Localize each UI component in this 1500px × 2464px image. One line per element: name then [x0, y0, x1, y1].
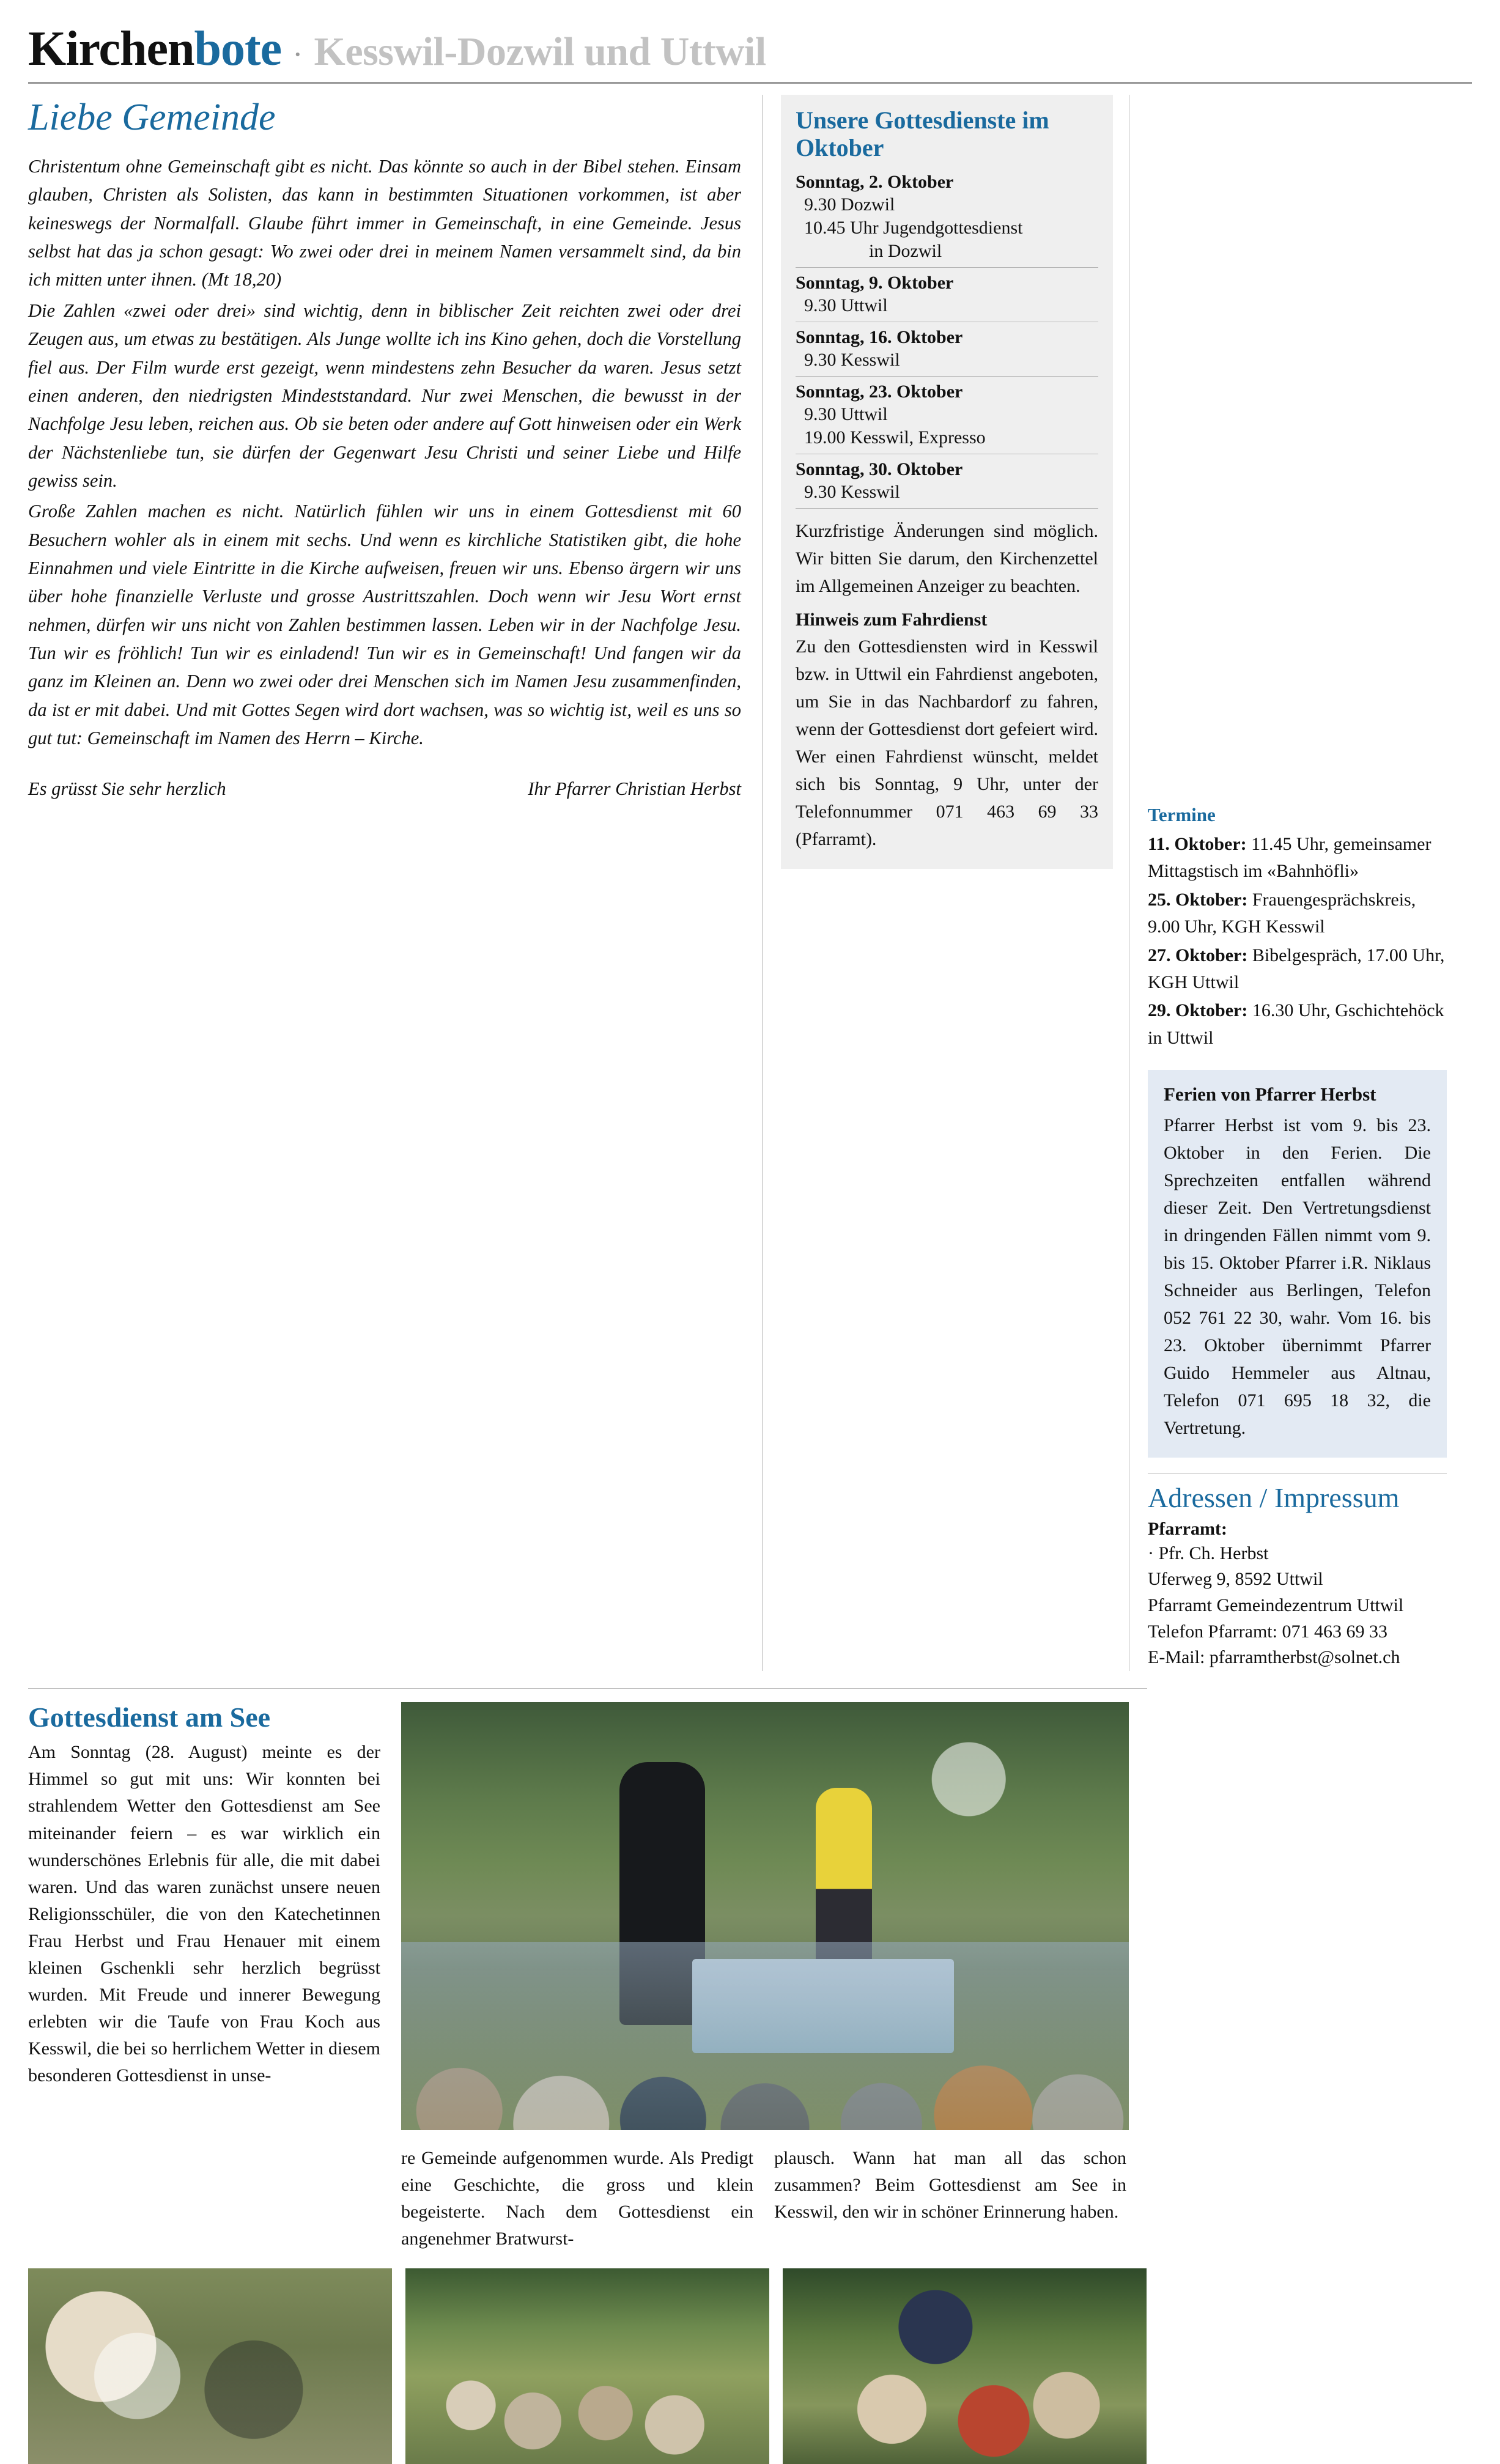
termine-section	[1148, 804, 1447, 1052]
editorial-paragraph: Die Zahlen «zwei oder drei» sind wichtig, denn in biblischer Zeit reichten zwei oder drei Zeugen aus, um etwas zu bestätigen. Als Junge wollte ich ins Kino gehen, doch die Vorstellung fiel aus. Der Film wurde erst gezeigt, wenn mindestens zehn Besucher da waren. Jesus setzt einen anderen, den niedrigsten Mindeststandard. Nur zwei Menschen, die bewusst in der Nachfolge Jesu leben, reichen aus. Ob sie beten oder andere auf Gott hinweisen oder ein Werk der Nächstenliebe tun, sie dürfen der Gegenwart Jesu Christi und seiner Liebe und Hilfe gewiss sein.	[28, 300, 741, 491]
impressum-line: · Pfr. Ch. Herbst	[1148, 1543, 1269, 1563]
service-item: 19.00 Kesswil, Expresso	[804, 427, 986, 448]
impressum-line: E-Mail: pfarramtherbst@solnet.ch	[1148, 1647, 1400, 1668]
service-group	[796, 379, 1098, 450]
masthead-separator: ·	[292, 37, 303, 72]
service-day: Sonntag, 2. Oktober	[796, 171, 954, 192]
ferien-text: Pfarrer Herbst ist vom 9. bis 23. Oktober in den Ferien. Die Sprechzeiten entfallen während dieser Zeit. Den Vertretungsdienst in dringenden Fällen nimmt vom 9. bis 15. Oktober Pfarrer i.R. Niklaus Schneider aus Berlingen, Telefon 052 761 22 30, wahr. Vom 16. bis 23. Oktober übernimmt Pfarrer Guido Hemmeler aus Altnau, Telefon 071 695 18 32, die Vertretung.	[1164, 1115, 1431, 1439]
photo-outdoor-tables	[405, 2268, 769, 2464]
impressum-line: Telefon Pfarramt: 071 463 69 33	[1148, 1621, 1387, 1642]
services-title: Unsere Gottesdienste im Oktober	[796, 106, 1049, 161]
termine-date: 11. Oktober:	[1148, 834, 1247, 854]
top-section	[28, 95, 1472, 1671]
termine-text: Bibelgespräch, 17.00 Uhr, KGH Uttwil	[1148, 945, 1445, 992]
editorial-paragraph: Christentum ohne Gemeinschaft gibt es nicht. Das könnte so auch in der Bibel stehen. Einsam glauben, Christen als Solisten, das kann in bestimmten Situationen vorkommen, ist aber keineswegs der Normalfall. Glaube führt immer in Gemeinschaft, in eine Gemeinde. Jesus selbst hat das ja schon gesagt: Wo zwei oder drei in meinem Namen versammelt sind, da bin ich mitten unter ihnen. (Mt 18,20)	[28, 156, 741, 290]
signoff-greeting: Es grüsst Sie sehr herzlich	[28, 778, 226, 799]
signoff-author: Ihr Pfarrer Christian Herbst	[528, 778, 741, 799]
masthead-subtitle: Kesswil-Dozwil und Uttwil	[314, 29, 766, 74]
divider	[796, 267, 1098, 268]
fahrdienst-title: Hinweis zum Fahrdienst	[796, 609, 988, 630]
editorial-paragraph: Große Zahlen machen es nicht. Natürlich fühlen wir uns in einem Gottesdienst mit 60 Besuchern wohler als in einem mit sechs. Und wenn es kirchliche Statistiken gibt, die hohe Einnahmen und viele Eintritte in die Kirche aufweisen, freuen wir uns. Ebenso ärgern wir uns über hohe finanzielle Verluste und grosse Austrittszahlen. Doch wenn wir Jesu Wort ernst nehmen, dürfen wir uns nicht von Zahlen bestimmen lassen. Leben wir in der Nachfolge Jesu. Tun wir es fröhlich! Tun wir es einladend! Tun wir es in Gemeinschaft! Und fangen wir da ganz im Kleinen an. Denn wo zwei oder drei Menschen sich im Namen Jesu zusammenfinden, da ist er mit dabei. Und mit Gottes Segen wird dort wachsen, was so wichtig ist, weil es uns so gut tut: Gemeinschaft im Namen des Herrn – Kirche.	[28, 501, 741, 749]
service-item: 9.30 Kesswil	[804, 349, 900, 370]
masthead	[28, 21, 1472, 84]
termine-text: Frauengesprächskreis, 9.00 Uhr, KGH Kesswil	[1148, 889, 1416, 937]
service-item: 9.30 Dozwil	[804, 194, 895, 215]
services-column	[762, 95, 1129, 1671]
divider	[796, 376, 1098, 377]
service-group	[796, 325, 1098, 372]
service-item: 9.30 Uttwil	[804, 295, 888, 315]
editorial-signature	[28, 778, 741, 800]
services-note: Kurzfristige Änderungen sind möglich. Wir bitten Sie darum, den Kirchenzettel im Allgemeinen Anzeiger zu beachten.	[796, 520, 1098, 596]
masthead-title-accent: bote	[194, 22, 282, 76]
ferien-title: Ferien von Pfarrer Herbst	[1164, 1083, 1376, 1105]
photo-gift-handout	[28, 2268, 392, 2464]
termine-entry	[1148, 887, 1447, 941]
impressum-subtitle: Pfarramt:	[1148, 1518, 1227, 1539]
story-paragraph-1: Am Sonntag (28. August) meinte es der Himmel so gut mit uns: Wir konnten bei strahlendem Wetter den Gottesdienst am See miteinander feiern – es war wirklich ein wunderschönes Erlebnis für alle, die mit dabei waren. Und das waren zunächst unsere neuen Religionsschüler, die von den Katechetinnen Frau Herbst und Frau Henauer mit einem kleinen Gschenkli sehr herzlich begrüsst wurden. Mit Freude und innerer Bewegung erlebten wir die Taufe von Frau Koch aus Kesswil, die bei so herrlichem Wetter in diesem besonderen Gottesdienst in unse-	[28, 1742, 380, 2086]
story-paragraph-2: re Gemeinde aufgenommen wurde. Als Predigt eine Geschichte, die gross und klein begeisterte. Nach dem Gottesdienst ein angenehmer Bratwurst-	[401, 2147, 753, 2249]
story-continuation	[28, 2145, 1147, 2252]
services-box	[781, 95, 1113, 869]
impressum-title: Adressen / Impressum	[1148, 1482, 1400, 1514]
service-day: Sonntag, 9. Oktober	[796, 272, 954, 293]
service-item: in Dozwil	[869, 240, 942, 261]
masthead-title-primary: Kirchen	[28, 22, 194, 76]
editorial-body	[28, 152, 741, 753]
story-spacer	[28, 2145, 401, 2252]
termine-title: Termine	[1148, 804, 1216, 825]
termine-date: 27. Oktober:	[1148, 945, 1248, 965]
pastor-figure	[619, 1762, 705, 2025]
service-item: 9.30 Uttwil	[804, 404, 888, 424]
termine-entry	[1148, 942, 1447, 997]
service-group	[796, 457, 1098, 504]
service-day: Sonntag, 16. Oktober	[796, 326, 963, 347]
child-figure	[816, 1788, 872, 2008]
story-column-3	[774, 2145, 1147, 2252]
termine-entry	[1148, 831, 1447, 885]
divider	[28, 1688, 1147, 1689]
service-day: Sonntag, 30. Oktober	[796, 459, 963, 479]
divider	[796, 508, 1098, 509]
service-item: 10.45 Uhr Jugendgottesdienst	[804, 217, 1023, 238]
story-paragraph-3: plausch. Wann hat man all das schon zusammen? Beim Gottesdienst am See in Kesswil, den wir in schöner Erinnerung haben.	[774, 2147, 1126, 2222]
service-item: 9.30 Kesswil	[804, 481, 900, 502]
photo-children-at-table	[783, 2268, 1147, 2464]
impressum-line: Uferweg 9, 8592 Uttwil	[1148, 1569, 1323, 1590]
service-group	[796, 169, 1098, 264]
service-day: Sonntag, 23. Oktober	[796, 381, 963, 402]
fahrdienst-text: Zu den Gottesdiensten wird in Kesswil bzw. in Uttwil ein Fahrdienst angeboten, um Sie in das Nachbardorf zu fahren, wenn der Gottesdienst dort gefeiert wird. Wer einen Fahrdienst wünscht, meldet sich bis Sonntag, 9 Uhr, unter der Telefonnummer 071 463 69 33 (Pfarramt).	[796, 636, 1098, 849]
photo-gallery	[28, 2268, 1147, 2464]
service-group	[796, 270, 1098, 318]
page-title: Liebe Gemeinde	[28, 97, 276, 138]
termine-date: 29. Oktober:	[1148, 1000, 1248, 1021]
story-heading: Gottesdienst am See	[28, 1701, 271, 1733]
story-column-2	[401, 2145, 774, 2252]
termine-entry	[1148, 997, 1447, 1052]
termine-date: 25. Oktober:	[1148, 889, 1248, 910]
termine-text: 16.30 Uhr, Gschichtehöck in Uttwil	[1148, 1000, 1444, 1048]
editorial-column	[28, 95, 762, 1671]
altar-table	[692, 1959, 954, 2053]
ferien-box	[1148, 1070, 1447, 1458]
sidebar-column	[1129, 95, 1447, 1671]
impressum-line: Pfarramt Gemeindezentrum Uttwil	[1148, 1595, 1404, 1615]
termine-text: 11.45 Uhr, gemeinsamer Mittagstisch im «Bahnhöfli»	[1148, 834, 1432, 882]
